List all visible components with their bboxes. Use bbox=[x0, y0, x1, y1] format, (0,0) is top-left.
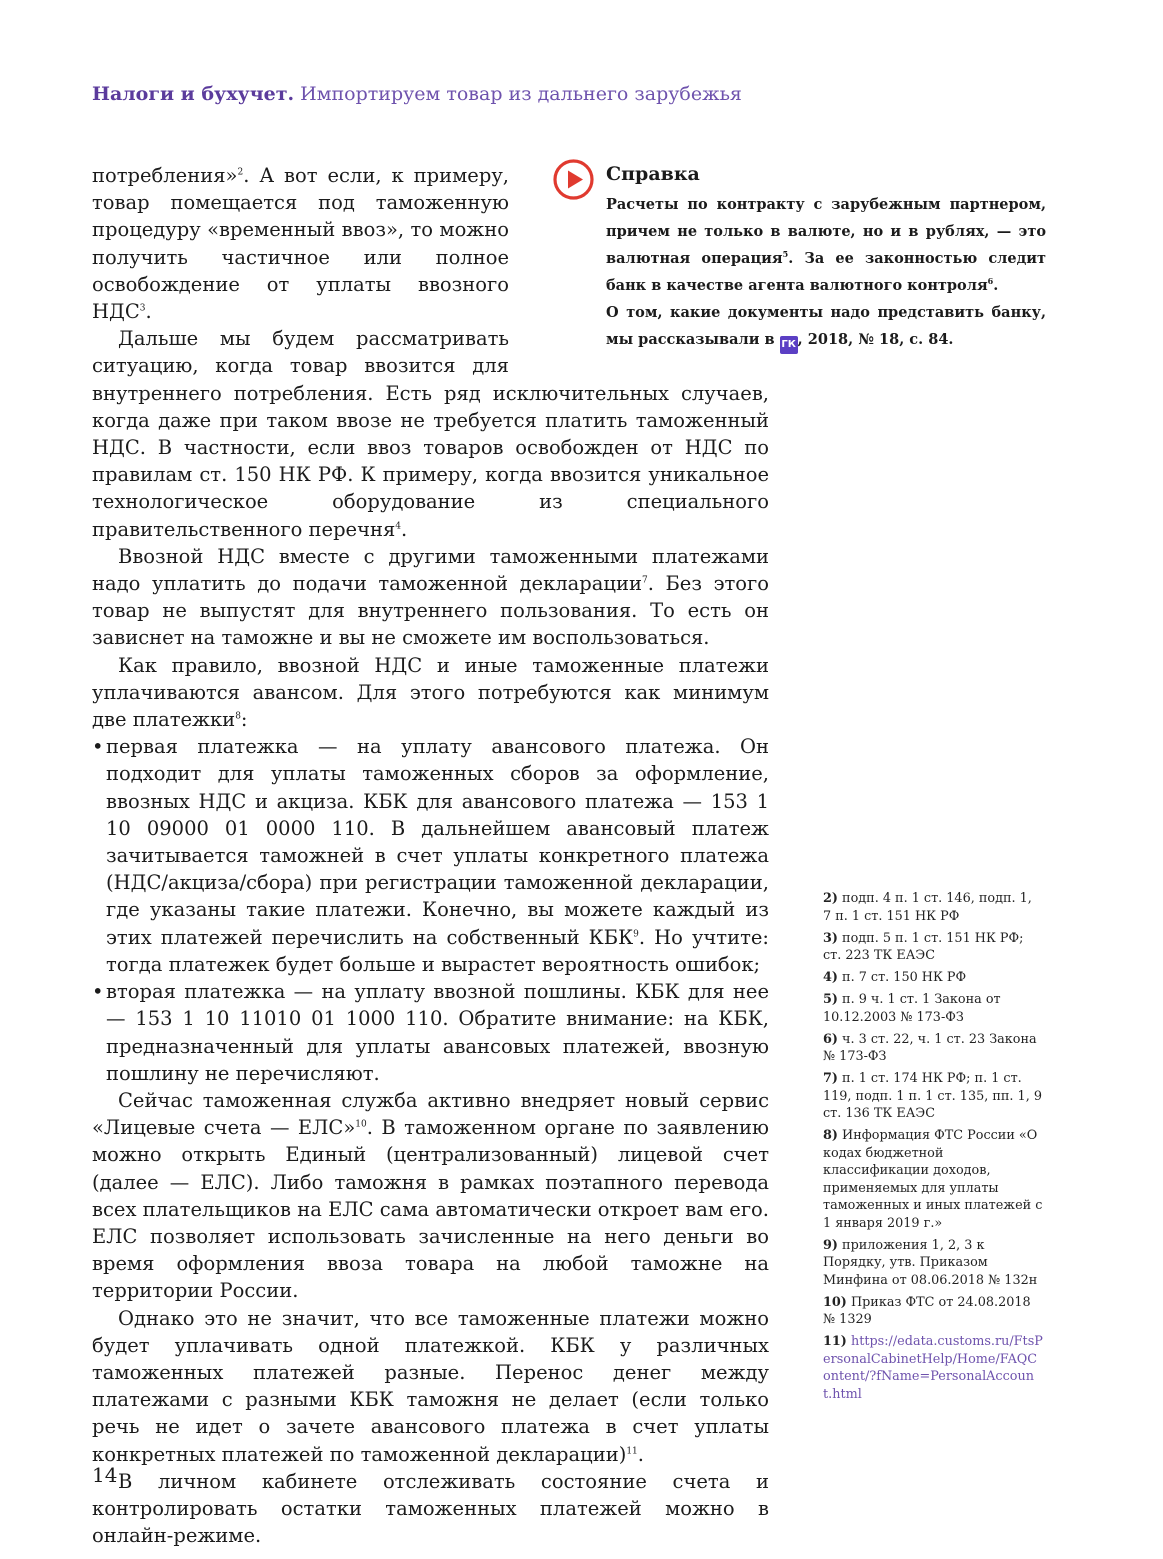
article-body bbox=[92, 162, 769, 1549]
footnote: 10) Приказ ФТС от 24.08.2018 № 1329 bbox=[823, 1294, 1031, 1327]
footnote-ref[interactable]: 4 bbox=[395, 521, 402, 532]
play-icon bbox=[552, 158, 595, 201]
footnotes bbox=[823, 890, 1043, 1408]
magazine-logo-icon: ГК bbox=[780, 336, 798, 354]
footnote-ref[interactable]: 8 bbox=[235, 711, 241, 722]
paragraph: Дальше мы будем рассматривать ситуацию, когда товар ввозится для внутреннего потребления. Есть ряд исключительных случаев, когда даже при таком ввозе не требуется платить таможенный НДС. В частности, если ввоз товаров освобожден от НДС по правилам ст. 150 НК РФ. К примеру, когда ввозится уникальное технологическое оборудование из специального правительственного перечня$^4$. bbox=[92, 327, 769, 541]
paragraph: Сейчас таможенная служба активно внедряет новый сервис «Лицевые счета — ЕЛС»$^{10}$. В таможенном органе по заявлению можно открыть Единый (централизованный) лицевой счет (далее — ЕЛС). Либо таможня в рамках поэтапного перевода всех плательщиков на ЕЛС сама автоматически откроет вам его. ЕЛС позволяет использовать зачисленные на него деньги во время оформления ввоза товара на любой таможне на территории России. bbox=[92, 1088, 769, 1303]
footnote: 7) п. 1 ст. 174 НК РФ; п. 1 ст. 119, подп. 1 п. 1 ст. 135, пп. 1, 9 ст. 136 ТК ЕАЭС bbox=[823, 1071, 1042, 1121]
paragraph: потребления»$^2$. А вот если, к примеру, товар помещается под таможенную процедуру «временный ввоз», то можно получить частичное или полное освобождение от уплаты ввозного НДС$^3$. bbox=[92, 164, 509, 324]
bullet-list bbox=[92, 733, 769, 1087]
article-title: Импортируем товар из дальнего зарубежья bbox=[300, 83, 742, 105]
list-item: • вторая платежка — на уплату ввозной пошлины. КБК для нее — 153 1 10 11010 01 1000 110. Обратите внимание: на КБК, предназначенный для уплаты авансовых платежей, ввозную пошлину не перечисляют. bbox=[92, 980, 769, 1085]
footnote: 11) https://edata.customs.ru/FtsPersonalCabinetHelp/Home/FAQContent/?fName=PersonalAccount.html bbox=[823, 1334, 1043, 1402]
footnote-ref[interactable]: 2 bbox=[237, 167, 244, 178]
paragraph: Ввозной НДС вместе с другими таможенными платежами надо уплатить до подачи таможенной декларации$^7$. Без этого товар не выпустят для внутреннего пользования. То есть он зависнет на таможне и вы не сможете им воспользоваться. bbox=[92, 544, 769, 650]
page-number: 14 bbox=[92, 1463, 118, 1487]
note-text: Расчеты по контракту с зарубежным партнером, причем не только в валюте, но и в рублях, — это валютная операция$^5$. За ее законностью следит банк в качестве агента валютного контроля$^6$. О том, какие документы надо представить банку, мы рассказывали в ГК , 2018, № 18, с. 84. bbox=[606, 191, 1046, 354]
footnote-ref[interactable]: 7 bbox=[641, 575, 648, 586]
paragraph: Как правило, ввозной НДС и иные таможенные платежи уплачиваются авансом. Для этого потребуются как минимум две платежки$^8$: bbox=[92, 653, 769, 732]
footnote-ref[interactable]: 6 bbox=[987, 276, 994, 287]
paragraph: Однако это не значит, что все таможенные платежи можно будет уплачивать одной платежкой. КБК у различных таможенных платежей разные. Перенос денег между платежами с разными КБК таможня не делает (если только речь не идет о зачете авансового платежа в счет уплаты конкретных платежей по таможенной декларации)$^{11}$. bbox=[92, 1306, 769, 1466]
list-item: • первая платежка — на уплату авансового платежа. Он подходит для уплаты таможенных сборов за оформление, ввозных НДС и акциза. КБК для авансового платежа — 153 1 10 09000 01 0000 110. В дальнейшем авансовый платеж зачитывается таможней в счет уплаты конкретного платежа (НДС/акциза/сбора) при регистрации таможенной декларации, где указаны такие платежи. Конечно, вы можете каждый из этих платежей перечислить на собственный КБК$^9$. Но учтите: тогда платежек будет больше и вырастет вероятность ошибок; bbox=[92, 735, 769, 976]
footnote: 4) п. 7 ст. 150 НК РФ bbox=[823, 970, 967, 985]
footnote-ref[interactable]: 11 bbox=[626, 1446, 638, 1457]
footnote-ref[interactable]: 10 bbox=[355, 1119, 367, 1130]
footnote-ref[interactable]: 3 bbox=[139, 303, 146, 314]
running-header bbox=[92, 83, 742, 105]
footnote: 6) ч. 3 ст. 22, ч. 1 ст. 23 Закона № 173-ФЗ bbox=[823, 1031, 1037, 1064]
section-name: Налоги и бухучет. bbox=[92, 83, 295, 105]
footnote-ref[interactable]: 5 bbox=[782, 249, 789, 260]
footnote: 2) подп. 4 п. 1 ст. 146, подп. 1, 7 п. 1 ст. 151 НК РФ bbox=[823, 891, 1032, 924]
footnote-link[interactable]: https://edata.customs.ru/FtsPersonalCabinetHelp/Home/FAQContent/?fName=PersonalAccount.html bbox=[823, 1334, 1043, 1402]
footnote: 9) приложения 1, 2, 3 к Порядку, утв. Приказом Минфина от 08.06.2018 № 132н bbox=[823, 1237, 1038, 1288]
bullet-icon: • bbox=[92, 735, 104, 759]
paragraph: В личном кабинете отслеживать состояние счета и контролировать остатки таможенных платежей можно в онлайн-режиме. bbox=[92, 1469, 769, 1548]
footnote: 5) п. 9 ч. 1 ст. 1 Закона от 10.12.2003 № 173-ФЗ bbox=[823, 992, 1001, 1025]
footnote-ref[interactable]: 9 bbox=[633, 929, 639, 940]
bullet-icon: • bbox=[92, 980, 104, 1004]
footnote: 8) Информация ФТС России «О кодах бюджетной классификации доходов, применяемых для уплаты таможенных и иных платежей с 1 января 2019 г.» bbox=[823, 1128, 1043, 1231]
note-title: Справка bbox=[606, 163, 700, 185]
footnote: 3) подп. 5 п. 1 ст. 151 НК РФ; ст. 223 ТК ЕАЭС bbox=[823, 930, 1024, 963]
